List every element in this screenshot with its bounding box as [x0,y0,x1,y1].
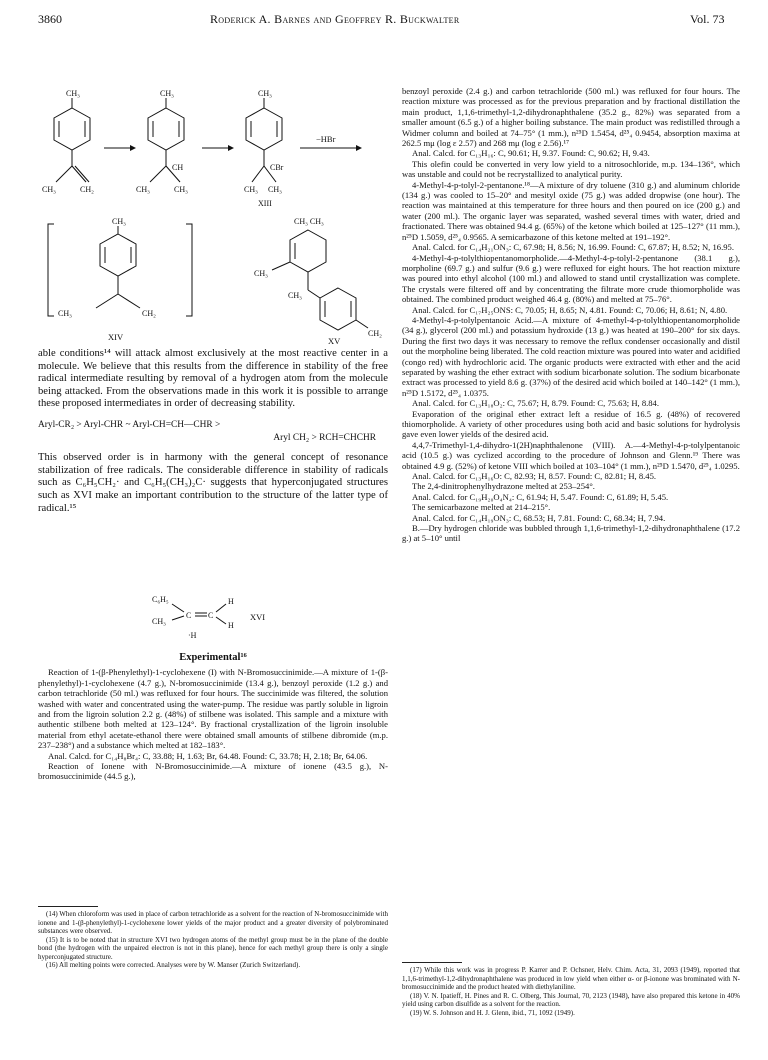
s1-label-5: CH₃ [42,185,56,194]
s2-label-4: CH₃ [288,291,302,300]
semicarbazone-analysis: Anal. Calcd. for C₁₄H₁₉ON₃: C, 68.53; H, 7.81. Found: C, 68.34; H, 7.94. [412,512,666,523]
naphthalenone-analysis: Anal. Calcd. for C₁₃H₁₆O: C, 82.93; H, 8.57. Found: C, 82.81; H, 8.45. [412,471,657,482]
reaction-scheme-xiii [38,86,388,216]
structures-xiv-xv [38,216,388,346]
hydrazone-text: The 2,4-dinitrophenylhydrazone melted at 253–254°. [412,481,595,492]
s2-label-7: XIV [108,332,124,342]
s1-label-8: CH₃ [174,185,188,194]
nitrosochloride-text: This olefin could be converted in very low yield to a nitrosochloride, m.p. 134–136°, which was unstable and could not be recrystallized to analytical purity. [402,158,740,180]
s1-label-12: XIII [258,199,272,208]
footnote-19: (19) W. S. Johnson and H. J. Glenn, ibid., 71, 1092 (1949). [410,1008,575,1017]
s1-label-11: −HBr [316,134,336,144]
right-column-text [402,86,740,544]
hydrogen-chloride-text: B.—Dry hydrogen chloride was bubbled through 1,1,6-trimethyl-1,2-dihydronaphthalene (17.2 g.) at 5–10° until [402,523,740,544]
s2-label-1: CH₃ CH₃ [294,217,324,226]
s1-label-2: CH₃ [258,89,272,98]
left-column-text [38,348,388,515]
radical-xiv [48,224,192,316]
s2-label-5: CH₂ [142,309,156,318]
ionene-product-text: benzoyl peroxide (2.4 g.) and carbon tetrachloride (500 ml.) was refluxed for four hours. The reaction mixture was processed as for the previous preparation and by fractional distillation the main product, 1,1,6-trimethyl-1,2-dihydronaphthalene (35.2 g., 82%) was separated from a smaller amount (6.5 g.) of a higher boiling substance. The main product was redistilled through a Widmer column and boiled at 74–75° (1 mm.), n²⁵D 1.5454, d²⁵₄ 0.9454, absorption maxima at 262.5 mμ (log ε 2.57) and 268 mμ (log ε 2.56).¹⁷ [402,86,740,149]
pentanoic-acid-analysis: Anal. Calcd. for C₁₃H₁₈O₂: C, 75.67; H, 8.79. Found: C, 75.63; H, 8.84. [412,398,660,409]
s16-label-6: ·H [188,631,197,640]
s16-label-2: C [186,611,192,620]
naphthalenone-prep-text: 4,4,7-Trimethyl-1,4-dihydro-1(2H)naphthalenone (VIII). A.—4-Methyl-4-p-tolylpentanoic acid (10.5 g.) was cyclized according to the procedure of Johnson and Glenn.¹⁹ There was obtained 4.9 g. (52%) of ketone VIII which boiled at 103–104° (1 mm.), n²⁵D 1.5470, d²⁵₄ 1.0295. [402,439,740,471]
s16-label-1: CH₃ [152,617,166,626]
footnote-17: (17) While this work was in progress P. Karrer and P. Ochsner, Helv. Chim. Acta, 31, 2093 (1949), reported that 1,1,6-trimethyl-1,2-dihydronaphthalene was produced in low yield when either α- or β-ionone was brominated with N-bromosuccinimide and the product heated with diethylaniline. [402,966,740,991]
pentanone-analysis: Anal. Calcd. for C₁₄H₂₁ON₃: C, 67.98; H, 8.56; N, 16.99. Found: C, 67.87; H, 8.52; N, 16.95. [412,242,734,253]
s1-label-1: CH₃ [160,89,174,98]
footnote-14: (14) When chloroform was used in place of carbon tetrachloride as a solvent for the reaction of N-bromosuccinimide with ionene and 1-(β-phenylethyl)-1-cyclohexene lower yields of the major product and a greater diversity of polybrominated substances were observed. [38,910,388,935]
benzene-ring-1 [54,98,90,182]
experiment-1-analysis: Anal. Calcd. for C₁₄H₈Br₄: C, 33.88; H, 1.63; Br, 64.48. Found: C, 33.78; H, 2.18; Br, 64.06. [48,750,368,761]
s1-label-4: CBr [270,163,284,172]
s1-label-3: CH [172,163,184,172]
running-title: Roderick A. Barnes and Geoffrey R. Buckwalter [210,12,460,26]
experiment-2-text: Reaction of Ionene with N-Bromosuccinimide.—A mixture of ionene (43.5 g.), N-bromosuccinimide (44.5 g.), [38,761,388,782]
thiomorpholide-prep-text: 4-Methyl-4-p-tolylthiopentanomorpholide.—4-Methyl-4-p-tolyl-2-pentanone (38.1 g.), morpholine (69.7 g.) and sulfur (9.6 g.) were refluxed for eight hours. The hot reaction mixture was poured into ethyl alcohol (100 ml.) and allowed to stand until crystallization was complete. The crystals were filtered off and by concentrating the filtrate more crude thiomorpholide was obtained. The combined product weighed 46.4 g. (80%) and melted at 75–76°. [402,252,740,305]
s1-label-0: CH₃ [66,89,80,98]
s2-label-3: CH₃ [58,309,72,318]
page-number: 3860 [38,12,62,26]
s2-label-6: CH₂ [368,329,382,338]
dimer-xv [272,230,368,330]
hydrazone-analysis: Anal. Calcd. for C₁₉H₂₀O₄N₄: C, 61.94; H, 5.47. Found: C, 61.89; H, 5.45. [412,491,669,502]
stability-order-line-2: Aryl CH₂ > RCH=CHCHR [273,432,376,443]
semicarbazone-text: The semicarbazone melted at 214–215°. [412,502,551,513]
experimental-section [38,648,388,782]
footnote-16: (16) All melting points were corrected. Analyses were by W. Manser (Zurich Switzerland). [46,961,301,969]
pentanone-prep-text: 4-Methyl-4-p-tolyl-2-pentanone.¹⁸—A mixture of dry toluene (310 g.) and aluminum chloride (134 g.) was cooled to 15–20° and mesityl oxide (75 g.) was added dropwise (one hour). The reaction was maintained at this temperature for three hours and then poured on ice (200 g.) and water (200 ml.). The organic layer was separated, washed several times with water, dried and fractionated. There was obtained 94.4 g. (65%) of the ketone which boiled at 125–127° (11 mm.), n²⁵D 1.5059, d²⁵₄ 0.9565. A semicarbazone of this ketone melted at 191–192°. [402,179,740,242]
s16-label-5: H [228,621,234,630]
s1-label-7: CH₃ [136,185,150,194]
s2-label-2: CH₃ [254,269,268,278]
experimental-heading: Experimental¹⁶ [179,652,247,663]
s16-label-7: XVI [250,612,266,622]
s2-label-0: CH₃ [112,217,126,226]
structure-xvi [150,590,280,640]
discussion-paragraph-1: able conditions¹⁴ will attack almost exclusively at the most reactive center in a molecule. We believe that this results from the difference in stability of the free radical intermediate resulting by removal of a hydrogen atom from the molecule being attacked. From the observations made in this work it is possible to arrange these proposed intermediates in order of decreasing stability. [38,348,388,410]
s16-label-4: H [228,597,234,606]
s1-label-9: CH₃ [244,185,258,194]
footnote-15: (15) It is to be noted that in structure XVI two hydrogen atoms of the methyl group must be in the plane of the double bond (the hydrogen with the unpaired electron is not in this plane), hence for each methyl group there is only a single hyperconjugated structure. [38,935,388,961]
evaporation-text: Evaporation of the original ether extract left a residue of 16.5 g. (48%) of recovered thiomorpholide. A variety of other procedures using both acid and basic solutions for hydrolysis gave even lower yields of the desired acid. [402,408,740,440]
s1-label-6: CH₂ [80,185,94,194]
ionene-product-analysis: Anal. Calcd. for C₁₃H₁₆: C, 90.61; H, 9.37. Found: C, 90.62; H, 9.43. [412,148,650,159]
s16-label-0: C₆H₅ [152,595,169,604]
footnote-18: (18) V. N. Ipatieff, H. Pines and R. C. Olberg, This Journal, 70, 2123 (1948), have also prepared this ketone in 40% yield using carbon disulfide as a solvent for the reaction. [402,991,740,1008]
s1-label-10: CH₃ [268,185,282,194]
s16-label-3: C [208,611,214,620]
s2-label-8: XV [328,336,341,346]
stability-order-line-1: Aryl-CR₂ > Aryl-CHR ~ Aryl-CH=CH—CHR > [38,419,221,430]
thiomorpholide-analysis: Anal. Calcd. for C₁₇H₂₅ONS: C, 70.05; H, 8.65; N, 4.81. Found: C, 70.06; H, 8.61; N, 4.80. [412,304,728,315]
left-footnotes [38,902,388,970]
pentanoic-acid-prep-text: 4-Methyl-4-p-tolylpentanoic Acid.—A mixture of 4-methyl-4-p-tolylthiopentanomorpholide (34 g.), glycerol (200 ml.) and potassium hydroxide (13 g.) was heated at 190–200° for six days. During the first two days it was necessary to remove the reflux condenser occasionally and distil out the morpholine being liberated. The cold reaction mixture was poured into water and acidified (congo red) with hydrochloric acid. The organic products were extracted with ether and the acid separated by washing the ether extract with sodium bicarbonate solution. The sodium bicarbonate extract was processed to yield 8.6 g. (37%) of the desired acid which boiled at 140–142° (1 mm.), n²⁵D 1.5172, d²⁵₄ 1.0375. [402,314,740,398]
right-footnotes [402,958,740,1017]
experiment-1-text: Reaction of 1-(β-Phenylethyl)-1-cyclohexene (I) with N-Bromosuccinimide.—A mixture of 1-(β-phenylethyl)-1-cyclohexene (4.7 g.), N-bromosuccinimide (13.4 g.), benzoyl peroxide (1.2 g.) and carbon tetrachloride (50 ml.) was refluxed for four hours. The succinimide was filtered, the solution washed with water and concentrated using the water-pump. The residue was partly soluble in ligroin and from the ligroin solution 2.2 g. (48%) of stilbene was isolated. This sample and a mixture with authentic stilbene both melted at 123–124°. By fractional crystallization of the ligroin insoluble material from ethyl acetate-ethanol there were obtained small amounts of stilbene dibromide (m.p. 237–238°) and a substance which melted at 182–183°. [38,667,388,751]
discussion-paragraph-2: This observed order is in harmony with the general concept of resonance stabilization of free radicals. The considerable difference in stability of radicals such as C₆H₅CH₂· and C₆H₅(CH₃)₂C· suggests that hyperconjugated structures such as XVI make an important contribution to the structure of the latter type of radical.¹⁵ [38,452,388,514]
volume-number: Vol. 73 [690,12,725,26]
